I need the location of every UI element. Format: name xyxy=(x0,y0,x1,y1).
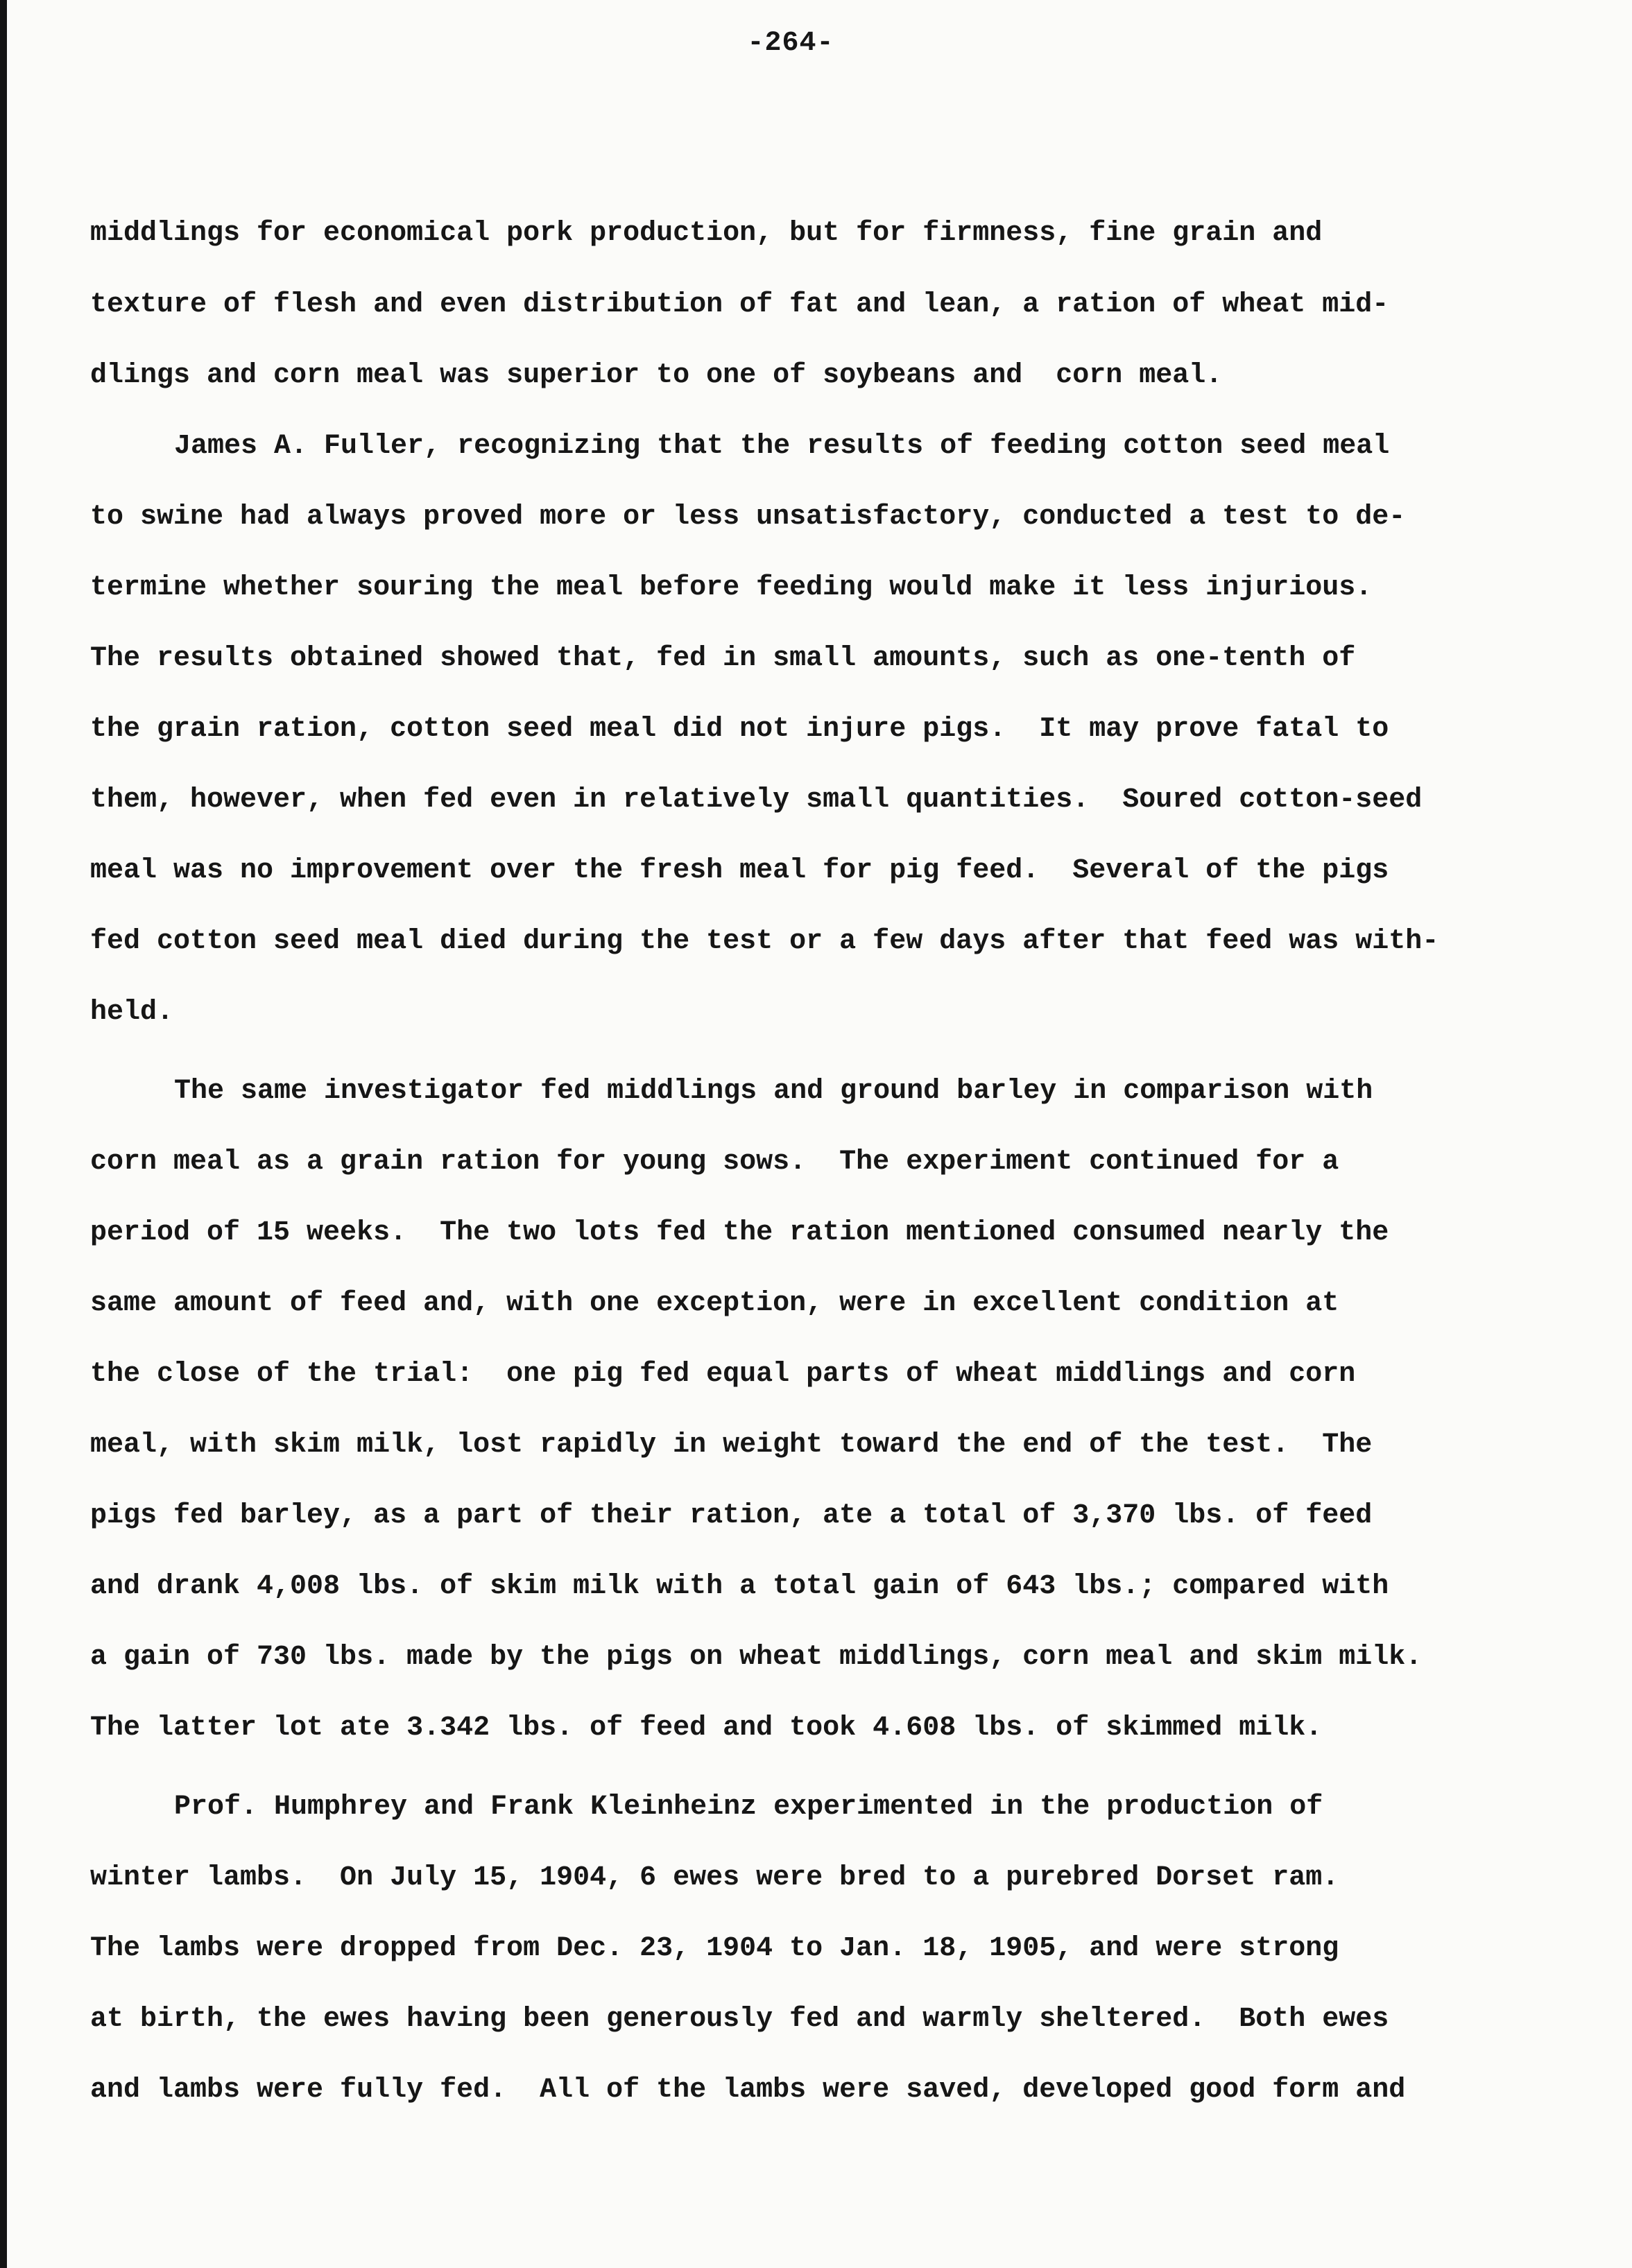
text-line: pigs fed barley, as a part of their ration, ate a total of 3,370 lbs. of feed xyxy=(90,1500,1373,1531)
text-line: The results obtained showed that, fed in small amounts, such as one-tenth of xyxy=(90,643,1356,674)
text-line: meal was no improvement over the fresh meal for pig feed. Several of the pigs xyxy=(90,855,1389,886)
text-line: corn meal as a grain ration for young sows. The experiment continued for a xyxy=(90,1146,1339,1178)
text-line: meal, with skim milk, lost rapidly in weight toward the end of the test. The xyxy=(90,1429,1373,1461)
text-line: dlings and corn meal was superior to one of soybeans and corn meal. xyxy=(90,360,1223,391)
text-line: James A. Fuller, recognizing that the results of feeding cotton seed meal xyxy=(174,431,1390,462)
text-line: winter lambs. On July 15, 1904, 6 ewes were bred to a purebred Dorset ram. xyxy=(90,1862,1339,1893)
text-line: fed cotton seed meal died during the test or a few days after that feed was with- xyxy=(90,926,1439,957)
text-line: The latter lot ate 3.342 lbs. of feed and took 4.608 lbs. of skimmed milk. xyxy=(90,1712,1323,1744)
text-line: and lambs were fully fed. All of the lambs were saved, developed good form and xyxy=(90,2074,1406,2106)
text-line: and drank 4,008 lbs. of skim milk with a total gain of 643 lbs.; compared with xyxy=(90,1571,1389,1602)
text-line: same amount of feed and, with one exception, were in excellent condition at xyxy=(90,1288,1339,1319)
text-line: held. xyxy=(90,997,174,1028)
page-number: -264- xyxy=(747,28,834,59)
text-line: the close of the trial: one pig fed equal parts of wheat middlings and corn xyxy=(90,1359,1356,1390)
text-line: to swine had always proved more or less unsatisfactory, conducted a test to de- xyxy=(90,501,1406,533)
scan-left-edge xyxy=(0,0,7,2268)
text-line: texture of flesh and even distribution of fat and lean, a ration of wheat mid- xyxy=(90,289,1389,320)
text-line: The lambs were dropped from Dec. 23, 1904 to Jan. 18, 1905, and were strong xyxy=(90,1933,1339,1964)
text-line: the grain ration, cotton seed meal did not injure pigs. It may prove fatal to xyxy=(90,714,1389,745)
text-line: The same investigator fed middlings and ground barley in comparison with xyxy=(174,1076,1373,1107)
text-line: a gain of 730 lbs. made by the pigs on wheat middlings, corn meal and skim milk. xyxy=(90,1642,1423,1673)
text-line: Prof. Humphrey and Frank Kleinheinz experimented in the production of xyxy=(174,1792,1323,1823)
text-line: at birth, the ewes having been generously fed and warmly sheltered. Both ewes xyxy=(90,2004,1389,2035)
text-line: middlings for economical pork production, but for firmness, fine grain and xyxy=(90,218,1323,249)
text-line: them, however, when fed even in relatively small quantities. Soured cotton-seed xyxy=(90,784,1423,816)
text-line: period of 15 weeks. The two lots fed the ration mentioned consumed nearly the xyxy=(90,1217,1389,1248)
text-line: termine whether souring the meal before feeding would make it less injurious. xyxy=(90,572,1373,603)
